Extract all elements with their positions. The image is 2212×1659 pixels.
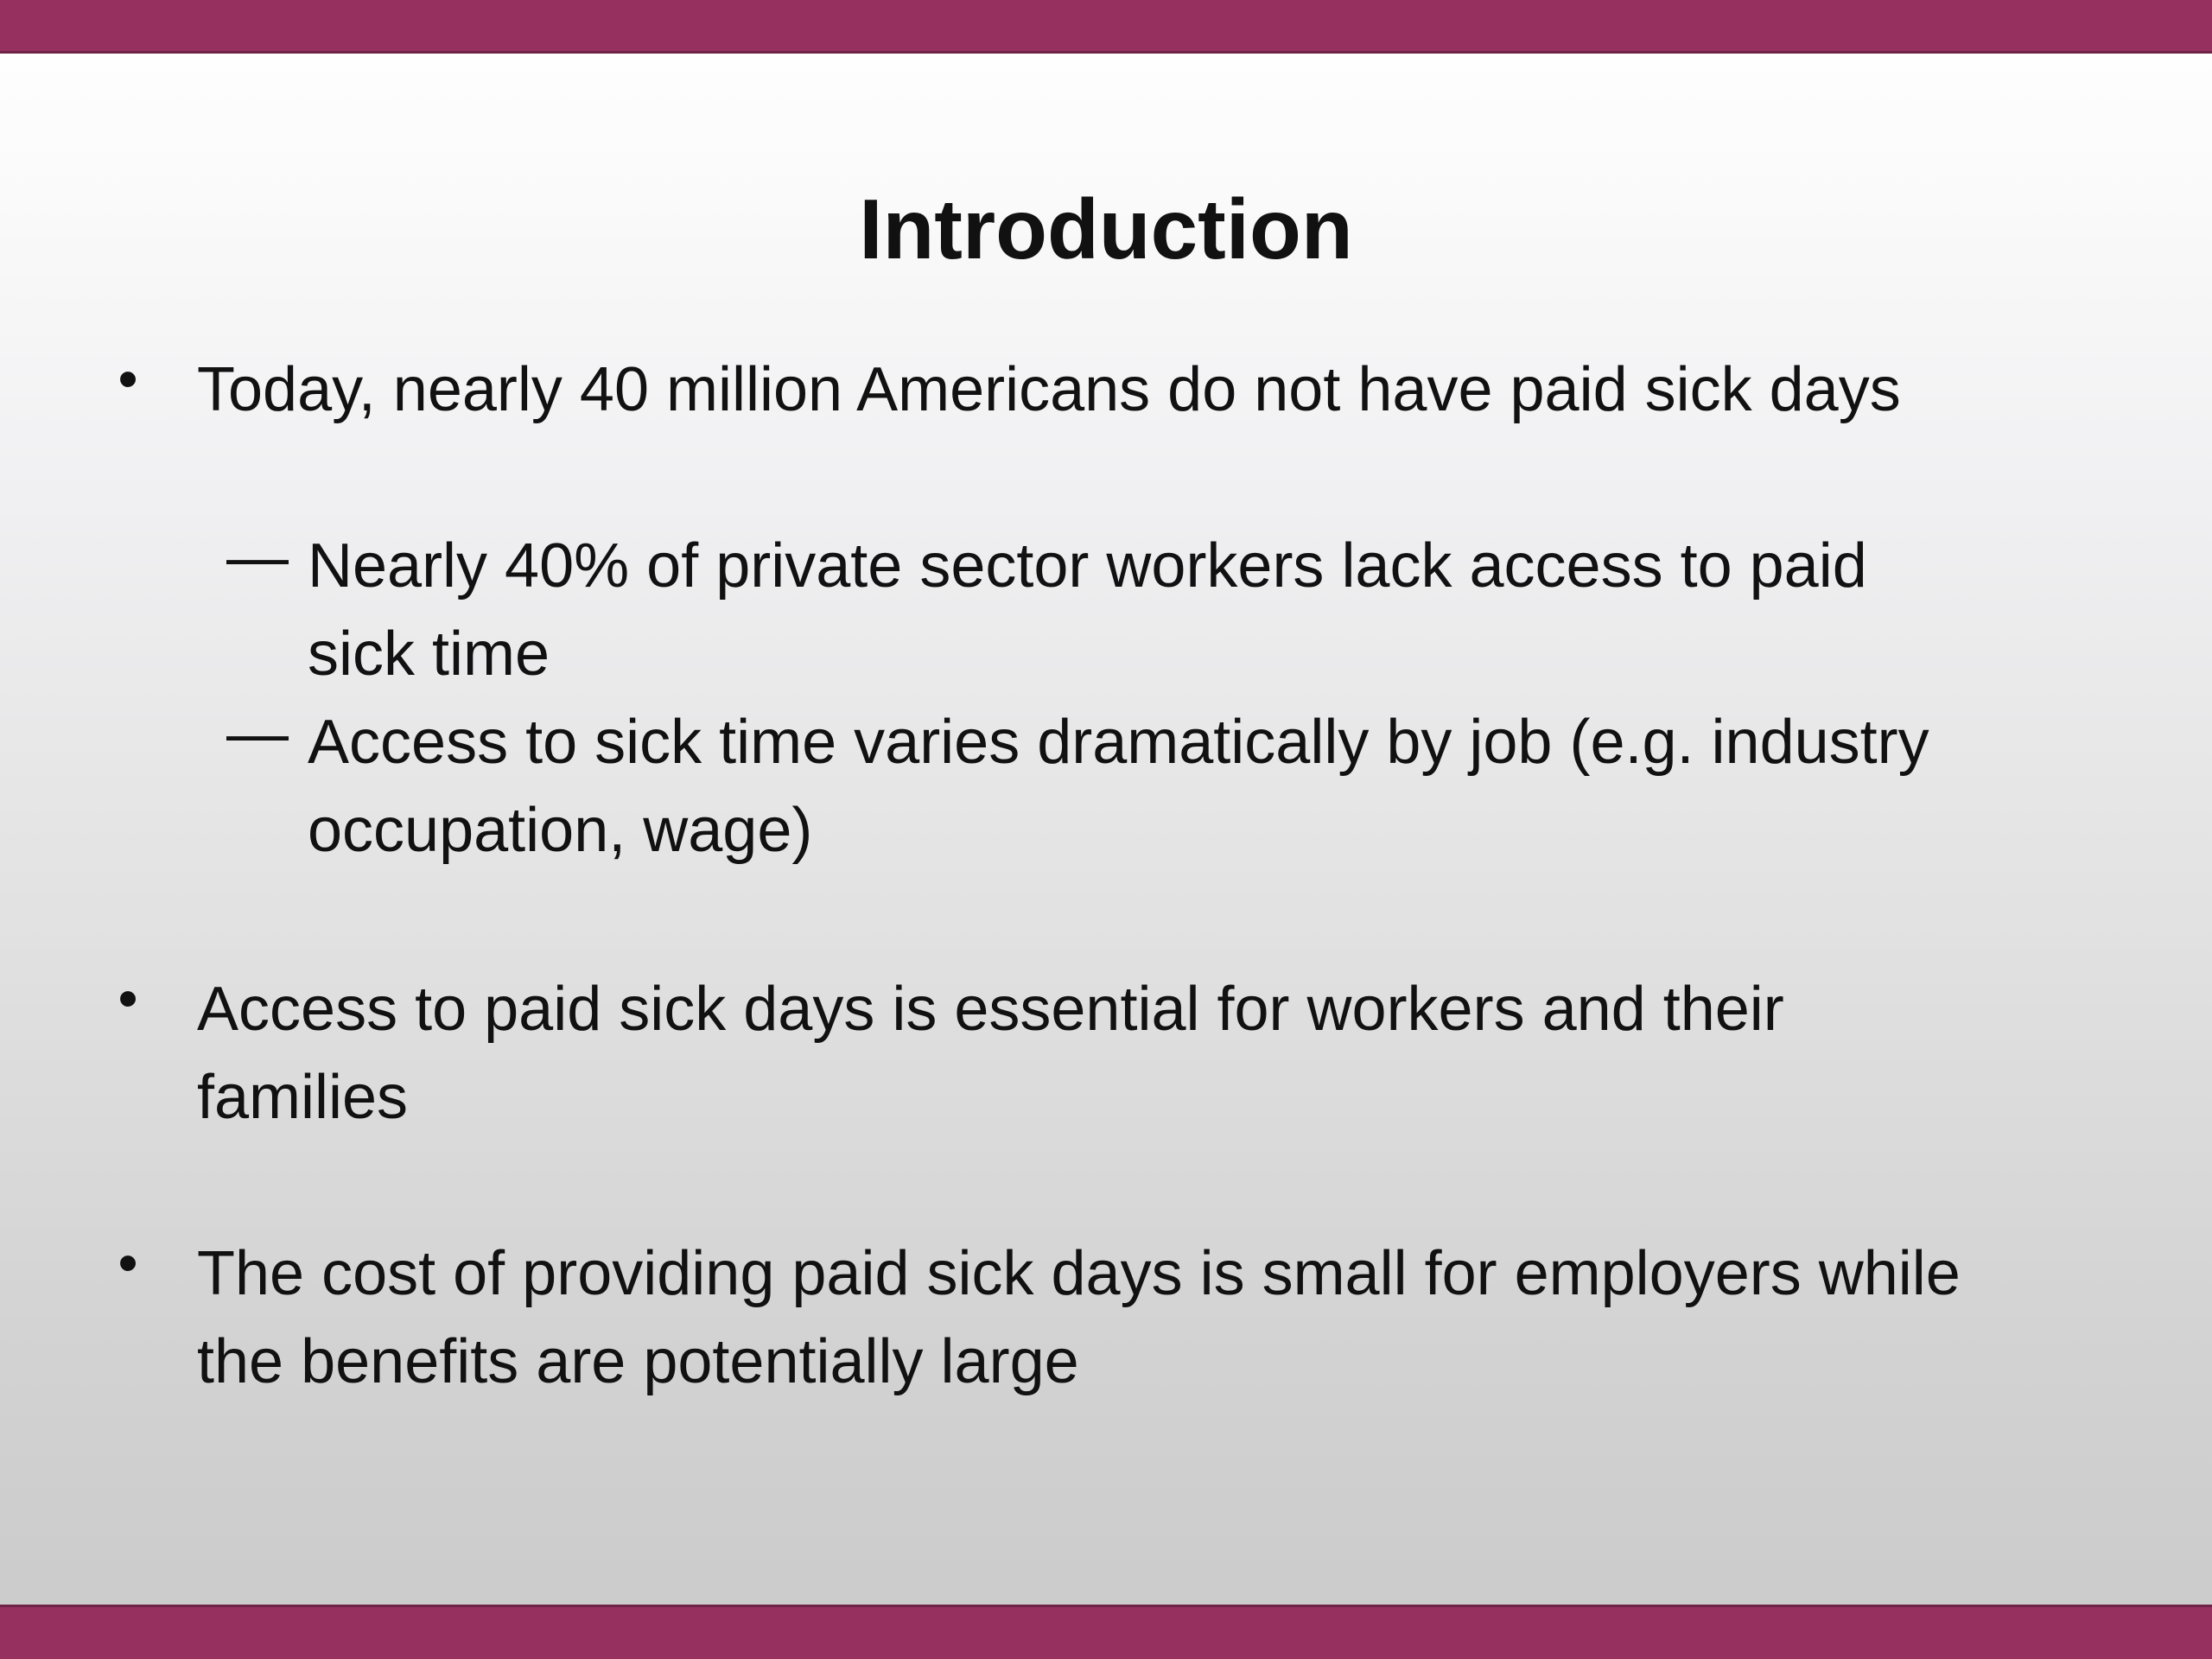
bullet-text: Today, nearly 40 million Americans do not have paid sick days (197, 355, 1901, 424)
bullet-item (197, 346, 1901, 434)
bullet-marker: • (118, 1230, 138, 1294)
bullet-item (197, 1230, 1961, 1406)
top-accent-bar (0, 0, 2212, 54)
sub-bullet-text: Nearly 40% of private sector workers lack access to paid (308, 531, 1867, 601)
bottom-accent-bar (0, 1605, 2212, 1659)
slide-title: Introduction (859, 181, 1353, 276)
bullet-item (197, 965, 1784, 1141)
bullet-text: families (197, 1063, 409, 1132)
sub-bullet-text: Access to sick time varies dramatically by job (e.g. industry (308, 708, 1929, 777)
bullet-text: The cost of providing paid sick days is small for employers while (197, 1239, 1961, 1308)
bullet-marker: • (118, 346, 138, 410)
sub-bullet-text: sick time (308, 620, 550, 689)
sub-bullet-item (308, 522, 1867, 698)
sub-bullet-item (308, 698, 1929, 874)
sub-bullet-marker: — (226, 523, 289, 592)
bullet-text: Access to paid sick days is essential for workers and their (197, 975, 1784, 1044)
bullet-marker: • (118, 966, 138, 1030)
bullet-text: the benefits are potentially large (197, 1327, 1079, 1396)
sub-bullet-marker: — (226, 699, 289, 768)
sub-bullet-text: occupation, wage) (308, 796, 813, 865)
